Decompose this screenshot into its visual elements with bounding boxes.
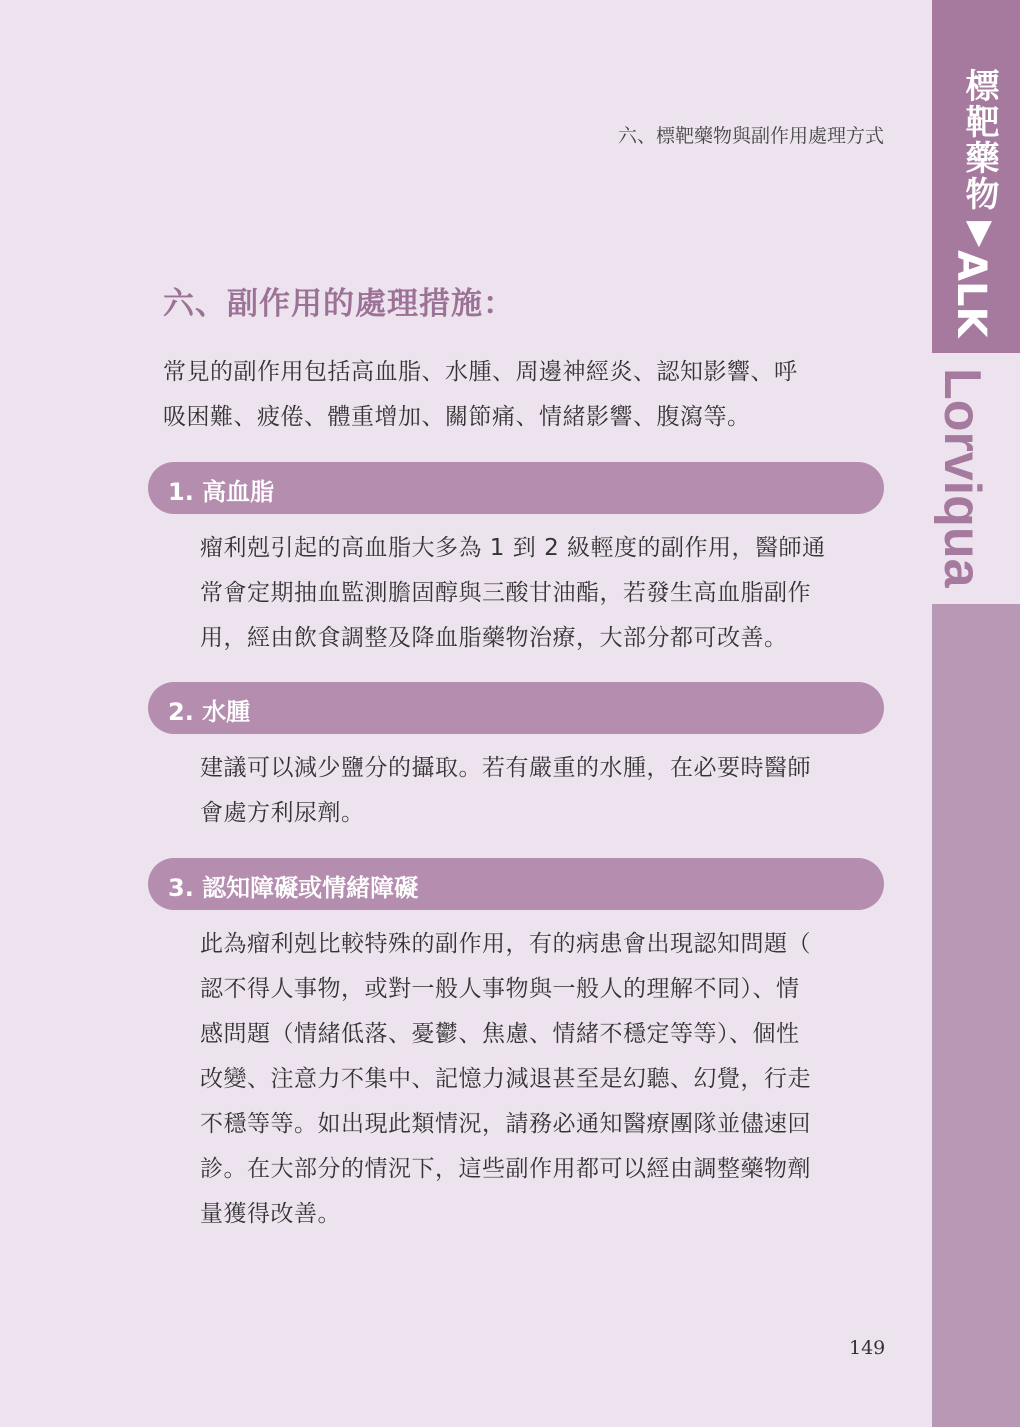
subsection-heading-bar (148, 858, 884, 910)
subsection-heading: 1. 高血脂 (168, 478, 275, 506)
text-line: 不穩等等。如出現此類情況，請務必通知醫療團隊並儘速回 (200, 1111, 811, 1137)
intro-paragraph (163, 350, 893, 440)
text-line: 診。在大部分的情況下，這些副作用都可以經由調整藥物劑 (200, 1156, 811, 1182)
text-line: 認不得人事物，或對一般人事物與一般人的理解不同）、情 (200, 976, 800, 1002)
text-line: 改變、注意力不集中、記憶力減退甚至是幻聽、幻覺，行走 (200, 1066, 811, 1092)
side-tab-brand-text: Lorviqua (933, 368, 991, 588)
side-tab-brand (933, 368, 1004, 588)
text-line: 用，經由飲食調整及降血脂藥物治療，大部分都可改善。 (200, 625, 788, 651)
section-heading: 六、副作用的處理措施： (163, 286, 515, 322)
subsection-heading-bar (148, 462, 884, 514)
text-line: 此為瘤利剋比較特殊的副作用，有的病患會出現認知問題（ (200, 931, 811, 957)
running-header: 六、標靶藥物與副作用處理方式 (617, 125, 884, 147)
side-tab-title-text: 標靶藥物 (959, 68, 999, 212)
text-line: 建議可以減少鹽分的攝取。若有嚴重的水腫，在必要時醫師 (200, 755, 811, 781)
side-tab-title (944, 68, 1004, 254)
side-tab-category (944, 250, 1004, 340)
subsection-heading-bar (148, 682, 884, 734)
text-line: 吸困難、疲倦、體重增加、關節痛、情緒影響、腹瀉等。 (163, 404, 751, 430)
subsection-heading: 3. 認知障礙或情緒障礙 (168, 874, 419, 902)
subsection-paragraph (200, 922, 890, 1237)
text-line: 感問題（情緒低落、憂鬱、焦慮、情緒不穩定等等）、個性 (200, 1021, 800, 1047)
page-number: 149 (849, 1337, 886, 1359)
subsection-paragraph (200, 746, 890, 836)
side-tab-category-text: ALK (948, 250, 994, 338)
triangle-down-icon: ▼ (959, 212, 999, 254)
text-line: 瘤利剋引起的高血脂大多為 1 到 2 級輕度的副作用，醫師通 (200, 535, 826, 561)
subsection-paragraph (200, 526, 890, 661)
text-line: 常會定期抽血監測膽固醇與三酸甘油酯，若發生高血脂副作 (200, 580, 811, 606)
text-line: 會處方利尿劑。 (200, 800, 365, 826)
side-tab-bottom (932, 604, 1020, 1427)
subsection-heading: 2. 水腫 (168, 698, 251, 726)
text-line: 量獲得改善。 (200, 1201, 341, 1227)
text-line: 常見的副作用包括高血脂、水腫、周邊神經炎、認知影響、呼 (163, 359, 798, 385)
